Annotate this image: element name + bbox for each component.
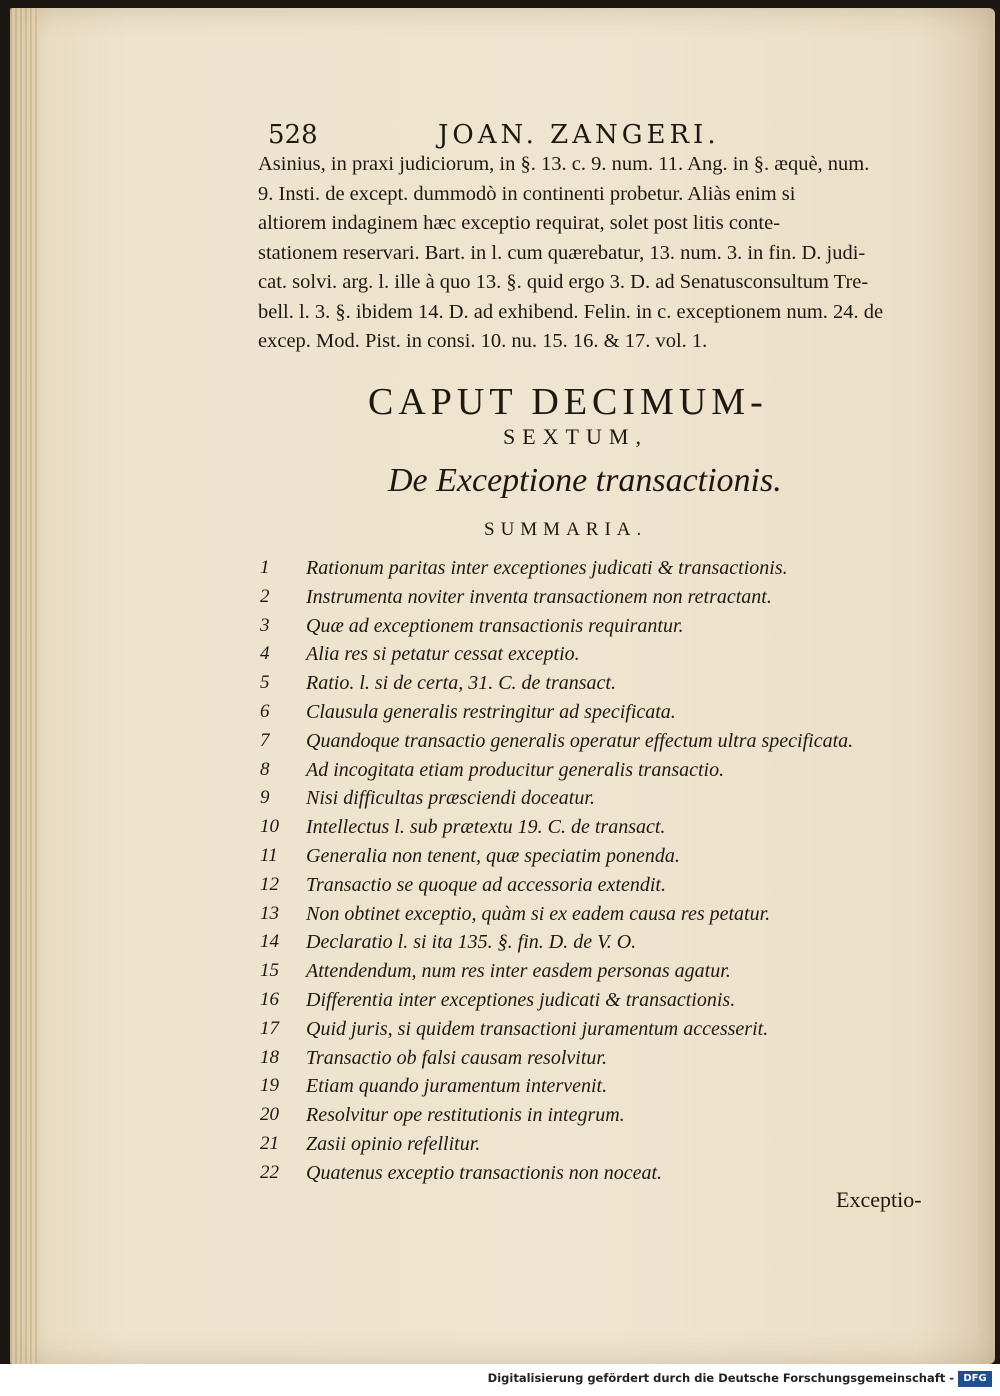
- body-text-line: stationem reservari. Bart. in l. cum quærebatur, 13. num. 3. in fin. D. judi-: [258, 241, 866, 264]
- summaria-heading: SUMMARIA.: [484, 519, 648, 540]
- summaria-item: Clausula generalis restringitur ad specificata.: [306, 701, 676, 723]
- summaria-item: Quæ ad exceptionem transactionis requirantur.: [306, 614, 684, 637]
- summaria-number: 9: [260, 787, 270, 809]
- summaria-number: 16: [260, 989, 279, 1010]
- body-text-line: excep. Mod. Pist. in consi. 10. nu. 15. 16. & 17. vol. 1.: [258, 330, 708, 352]
- summaria-item: Generalia non tenent, quæ speciatim ponenda.: [306, 845, 680, 867]
- catchword: Exceptio-: [836, 1187, 922, 1212]
- summaria-number: 5: [260, 672, 270, 694]
- chapter-title-line1: CAPUT DECIMUM-: [368, 381, 768, 423]
- summaria-item: Instrumenta noviter inventa transactionem non retractant.: [306, 585, 772, 608]
- summaria-number: 21: [260, 1133, 279, 1154]
- chapter-title-line2: SEXTUM,: [503, 424, 648, 449]
- summaria-item: Quid juris, si quidem transactioni juramentum accesserit.: [306, 1017, 769, 1040]
- summaria-item: Declaratio l. si ita 135. §. fin. D. de V. O.: [306, 931, 637, 954]
- running-title: JOAN. ZANGERI.: [438, 120, 720, 150]
- body-text-line: Asinius, in praxi judiciorum, in §. 13. c. 9. num. 11. Ang. in §. æquè, num.: [258, 153, 870, 175]
- summaria-number: 7: [260, 729, 270, 751]
- summaria-number: 15: [260, 960, 279, 982]
- body-text-line: altiorem indaginem hæc exceptio requirat, solet post litis conte-: [258, 212, 781, 234]
- summaria-number: 20: [260, 1104, 279, 1126]
- summaria-number: 8: [260, 758, 270, 780]
- footer-credit: Digitalisierung gefördert durch die Deutsche Forschungsgemeinschaft -: [487, 1371, 954, 1385]
- summaria-item: Alia res si petatur cessat exceptio.: [306, 643, 580, 666]
- summaria-item: Etiam quando juramentum intervenit.: [306, 1075, 608, 1098]
- summaria-item: Transactio ob falsi causam resolvitur.: [306, 1046, 607, 1069]
- summaria-item: Attendendum, num res inter easdem personas agatur.: [306, 960, 731, 983]
- summaria-number: 14: [260, 931, 279, 953]
- summaria-item: Zasii opinio refellitur.: [306, 1133, 481, 1155]
- chapter-subtitle: De Exceptione transactionis.: [388, 462, 782, 499]
- summaria-item: Resolvitur ope restitutionis in integrum.: [306, 1104, 625, 1127]
- summaria-item: Transactio se quoque ad accessoria extendit.: [306, 873, 666, 896]
- page-number: 528: [268, 120, 318, 150]
- summaria-item: Quatenus exceptio transactionis non noceat.: [306, 1161, 663, 1184]
- digitization-footer: [0, 1364, 1000, 1396]
- summaria-number: 17: [260, 1017, 279, 1039]
- summaria-item: Nisi difficultas præsciendi doceatur.: [306, 787, 595, 810]
- summaria-item: Ad incogitata etiam producitur generalis transactio.: [306, 758, 725, 781]
- summaria-item: Rationum paritas inter exceptiones judicati & transactionis.: [306, 557, 788, 579]
- summaria-number: 18: [260, 1046, 279, 1068]
- summaria-number: 6: [260, 701, 270, 722]
- summaria-number: 12: [260, 873, 279, 895]
- summaria-number: 2: [260, 585, 270, 607]
- summaria-number: 10: [260, 816, 279, 838]
- summaria-item: Ratio. l. si de certa, 31. C. de transact.: [306, 672, 616, 695]
- body-text-line: 9. Insti. de except. dummodò in continenti probetur. Aliàs enim si: [258, 182, 796, 205]
- body-text-line: cat. solvi. arg. l. ille à quo 13. §. quid ergo 3. D. ad Senatusconsultum Tre-: [258, 271, 869, 293]
- summaria-item: Non obtinet exceptio, quàm si ex eadem causa res petatur.: [306, 902, 771, 925]
- summaria-number: 3: [260, 614, 270, 636]
- summaria-number: 13: [260, 902, 279, 924]
- summaria-item: Differentia inter exceptiones judicati & transactionis.: [306, 989, 736, 1011]
- summaria-item: Intellectus l. sub prætextu 19. C. de transact.: [306, 816, 666, 839]
- summaria-item: Quandoque transactio generalis operatur effectum ultra specificata.: [306, 729, 854, 752]
- summaria-number: 22: [260, 1161, 279, 1183]
- summaria-number: 19: [260, 1075, 279, 1097]
- summaria-number: 4: [260, 643, 270, 665]
- body-text-line: bell. l. 3. §. ibidem 14. D. ad exhibend. Felin. in c. exceptionem num. 24. de: [258, 300, 884, 323]
- dfg-logo: DFG: [958, 1371, 992, 1387]
- summaria-number: 1: [260, 557, 270, 578]
- summaria-number: 11: [260, 845, 278, 866]
